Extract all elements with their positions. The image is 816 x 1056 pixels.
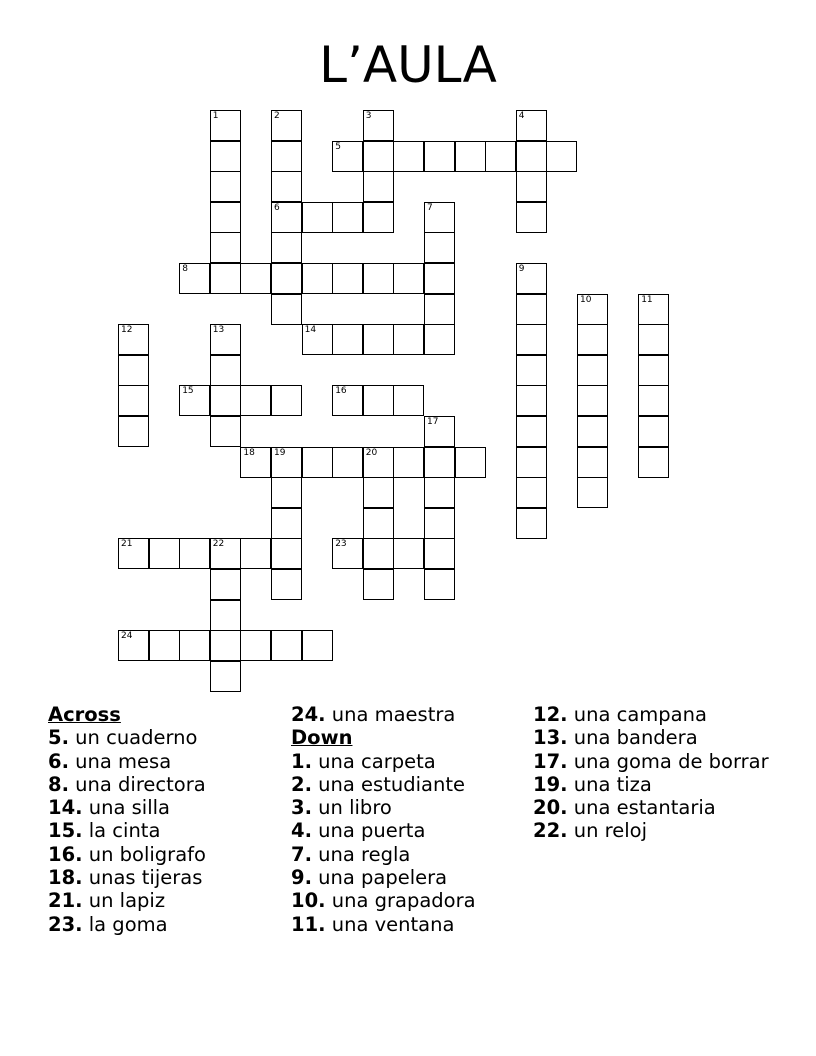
- clue-number: 19: [274, 447, 286, 458]
- clue-item-number: 23.: [48, 912, 83, 936]
- crossword-cell[interactable]: [332, 324, 363, 355]
- clue-item-text: un cuaderno: [68, 726, 198, 750]
- clue-item-number: 1.: [291, 749, 312, 773]
- crossword-cell[interactable]: [271, 110, 302, 141]
- crossword-cell[interactable]: [363, 110, 394, 141]
- crossword-cell[interactable]: [516, 416, 547, 447]
- crossword-cell[interactable]: [332, 141, 363, 172]
- crossword-cell[interactable]: [363, 508, 394, 539]
- crossword-cell[interactable]: [424, 477, 455, 508]
- crossword-cell[interactable]: [424, 141, 455, 172]
- crossword-cell[interactable]: [210, 110, 241, 141]
- clue-item-text: una grapadora: [325, 889, 476, 913]
- clue-number: 9: [518, 264, 525, 274]
- crossword-cell[interactable]: [363, 385, 394, 416]
- clue-number: 17: [427, 417, 439, 427]
- crossword-cell[interactable]: [271, 232, 302, 263]
- crossword-cell[interactable]: [424, 447, 455, 478]
- clue-item-text: un reloj: [567, 819, 648, 843]
- crossword-cell[interactable]: [179, 385, 210, 416]
- clue-item: [291, 773, 531, 796]
- clue-item-text: un boligrafo: [82, 842, 206, 866]
- crossword-cell[interactable]: [271, 508, 302, 539]
- crossword-cell[interactable]: [240, 630, 271, 661]
- crossword-cell[interactable]: [638, 355, 669, 386]
- clue-item-number: 11.: [291, 912, 326, 936]
- clue-item-text: una puerta: [311, 819, 426, 843]
- crossword-cell[interactable]: [149, 538, 180, 569]
- clue-item-number: 3.: [291, 796, 312, 820]
- crossword-cell[interactable]: [332, 202, 363, 233]
- crossword-cell[interactable]: [577, 416, 608, 447]
- clue-item: [291, 703, 531, 726]
- crossword-cell[interactable]: [179, 630, 210, 661]
- crossword-cell[interactable]: [240, 447, 271, 478]
- clue-item-text: un lapiz: [82, 889, 166, 913]
- crossword-cell[interactable]: [210, 538, 241, 569]
- crossword-cell[interactable]: [118, 630, 149, 661]
- crossword-cell[interactable]: [455, 447, 486, 478]
- crossword-cell[interactable]: [240, 385, 271, 416]
- crossword-cell[interactable]: [363, 538, 394, 569]
- clue-number: 21: [121, 539, 133, 550]
- crossword-cell[interactable]: [638, 385, 669, 416]
- clue-item: [533, 819, 778, 842]
- clue-item-text: una silla: [82, 796, 170, 820]
- clue-column-2: [291, 703, 531, 936]
- clue-number: 7: [427, 202, 433, 213]
- crossword-cell[interactable]: [210, 263, 241, 294]
- clue-number: 13: [212, 325, 225, 336]
- clue-item: [291, 843, 531, 866]
- crossword-cell[interactable]: [363, 569, 394, 600]
- clue-number: 24: [121, 631, 133, 642]
- clue-number: 2: [274, 111, 280, 121]
- clue-item: [291, 889, 531, 912]
- clue-item: [291, 819, 531, 842]
- crossword-cell[interactable]: [577, 294, 608, 325]
- crossword-cell[interactable]: [424, 569, 455, 600]
- clue-item: [533, 703, 778, 726]
- crossword-cell[interactable]: [271, 630, 302, 661]
- clue-item: [48, 750, 283, 773]
- crossword-cell[interactable]: [455, 141, 486, 172]
- crossword-cell[interactable]: [424, 263, 455, 294]
- crossword-cell[interactable]: [210, 569, 241, 600]
- crossword-cell[interactable]: [577, 385, 608, 416]
- crossword-cell[interactable]: [516, 171, 547, 202]
- crossword-cell[interactable]: [149, 630, 180, 661]
- crossword-cell[interactable]: [332, 538, 363, 569]
- crossword-cell[interactable]: [302, 202, 333, 233]
- clue-item: [48, 843, 283, 866]
- clue-number: 16: [335, 386, 347, 397]
- clue-item-text: una goma de borrar: [567, 749, 769, 773]
- clue-item-text: unas tijeras: [82, 866, 203, 890]
- crossword-cell[interactable]: [516, 324, 547, 355]
- crossword-cell[interactable]: [546, 141, 577, 172]
- clue-item: [48, 913, 283, 936]
- crossword-cell[interactable]: [363, 141, 394, 172]
- crossword-cell[interactable]: [271, 202, 302, 233]
- clue-item-text: una regla: [311, 842, 411, 866]
- clue-number: 18: [243, 447, 255, 458]
- clue-item: [291, 866, 531, 889]
- clue-item: [533, 726, 778, 749]
- crossword-cell[interactable]: [516, 477, 547, 508]
- crossword-cell[interactable]: [118, 355, 149, 386]
- clue-item-number: 17.: [533, 749, 568, 773]
- crossword-cell[interactable]: [363, 171, 394, 202]
- crossword-cell[interactable]: [393, 141, 424, 172]
- clue-item-number: 16.: [48, 842, 83, 866]
- clue-number: 11: [641, 294, 653, 305]
- crossword-cell[interactable]: [271, 538, 302, 569]
- crossword-cell[interactable]: [516, 263, 547, 294]
- clue-item-number: 8.: [48, 772, 69, 796]
- clue-item-number: 18.: [48, 866, 83, 890]
- clue-item: [533, 773, 778, 796]
- crossword-cell[interactable]: [424, 294, 455, 325]
- crossword-cell[interactable]: [424, 232, 455, 263]
- across-heading: Across: [48, 703, 121, 726]
- clue-item-number: 19.: [533, 772, 568, 796]
- clue-number: 22: [212, 539, 225, 550]
- clue-item-text: una carpeta: [311, 749, 436, 773]
- crossword-cell[interactable]: [302, 324, 333, 355]
- clue-number: 10: [580, 294, 592, 305]
- crossword-cell[interactable]: [179, 263, 210, 294]
- crossword-cell[interactable]: [516, 385, 547, 416]
- clue-number: 1: [212, 111, 219, 121]
- clue-item-number: 22.: [533, 819, 568, 843]
- crossword-cell[interactable]: [393, 385, 424, 416]
- crossword-cell[interactable]: [393, 263, 424, 294]
- crossword-cell[interactable]: [271, 385, 302, 416]
- crossword-cell[interactable]: [363, 202, 394, 233]
- clue-number: 6: [274, 202, 280, 213]
- clue-item-text: una bandera: [567, 726, 698, 750]
- clue-item-number: 5.: [48, 726, 69, 750]
- clue-item-text: una papelera: [311, 866, 448, 890]
- crossword-cell[interactable]: [118, 324, 149, 355]
- clue-item-text: una ventana: [325, 912, 455, 936]
- crossword-cell[interactable]: [210, 232, 241, 263]
- crossword-cell[interactable]: [210, 630, 241, 661]
- crossword-cell[interactable]: [577, 447, 608, 478]
- crossword-cell[interactable]: [210, 324, 241, 355]
- crossword-cell[interactable]: [210, 416, 241, 447]
- crossword-cell[interactable]: [302, 447, 333, 478]
- clue-item-number: 12.: [533, 703, 568, 726]
- crossword-cell[interactable]: [516, 110, 547, 141]
- crossword-cell[interactable]: [118, 385, 149, 416]
- crossword-cell[interactable]: [271, 447, 302, 478]
- crossword-cell[interactable]: [577, 355, 608, 386]
- clue-column-3: [533, 703, 778, 843]
- crossword-cell[interactable]: [302, 630, 333, 661]
- crossword-cell[interactable]: [424, 508, 455, 539]
- clue-item-text: una estudiante: [311, 772, 465, 796]
- crossword-cell[interactable]: [638, 416, 669, 447]
- clue-item: [533, 750, 778, 773]
- clue-item-text: una tiza: [567, 772, 652, 796]
- crossword-cell[interactable]: [485, 141, 516, 172]
- crossword-cell[interactable]: [393, 324, 424, 355]
- crossword-cell[interactable]: [363, 263, 394, 294]
- page-title: L’AULA: [319, 36, 497, 94]
- clue-number: 14: [304, 325, 317, 336]
- clue-item-text: la cinta: [82, 819, 161, 843]
- clue-number: 12: [121, 325, 133, 336]
- clue-item-text: una campana: [567, 703, 707, 726]
- crossword-cell[interactable]: [210, 202, 241, 233]
- clue-item-number: 14.: [48, 796, 83, 820]
- clue-number: 5: [335, 141, 341, 152]
- crossword-cell[interactable]: [516, 355, 547, 386]
- clue-item-number: 6.: [48, 749, 69, 773]
- clue-number: 15: [182, 386, 194, 397]
- crossword-cell[interactable]: [516, 202, 547, 233]
- crossword-cell[interactable]: [210, 385, 241, 416]
- clue-item: [48, 819, 283, 842]
- crossword-cell[interactable]: [363, 477, 394, 508]
- crossword-cell[interactable]: [516, 447, 547, 478]
- crossword-cell[interactable]: [332, 385, 363, 416]
- clue-item-number: 4.: [291, 819, 312, 843]
- clue-item-text: la goma: [82, 912, 168, 936]
- crossword-cell[interactable]: [577, 324, 608, 355]
- crossword-cell[interactable]: [210, 171, 241, 202]
- crossword-cell[interactable]: [179, 538, 210, 569]
- crossword-cell[interactable]: [271, 477, 302, 508]
- crossword-cell[interactable]: [271, 171, 302, 202]
- clue-item-number: 10.: [291, 889, 326, 913]
- clue-item: [48, 866, 283, 889]
- crossword-cell[interactable]: [210, 600, 241, 631]
- crossword-cell[interactable]: [516, 294, 547, 325]
- clue-number: 23: [335, 539, 347, 550]
- crossword-cell[interactable]: [516, 141, 547, 172]
- crossword-cell[interactable]: [240, 263, 271, 294]
- down-heading: Down: [291, 726, 353, 750]
- crossword-cell[interactable]: [210, 355, 241, 386]
- crossword-cell[interactable]: [638, 447, 669, 478]
- clue-item: [291, 750, 531, 773]
- clue-item: [291, 796, 531, 819]
- clue-item-number: 9.: [291, 866, 312, 890]
- clue-number: 4: [518, 111, 525, 121]
- crossword-cell[interactable]: [271, 263, 302, 294]
- crossword-cell[interactable]: [118, 416, 149, 447]
- clue-item: [48, 796, 283, 819]
- clue-number: 8: [182, 264, 188, 274]
- crossword-cell[interactable]: [424, 416, 455, 447]
- clue-number: 3: [365, 111, 372, 121]
- clue-item-text: una maestra: [325, 703, 456, 726]
- crossword-cell[interactable]: [210, 661, 241, 692]
- clue-item: [48, 726, 283, 749]
- clue-item-number: 24.: [291, 703, 326, 726]
- crossword-cell[interactable]: [424, 324, 455, 355]
- crossword-cell[interactable]: [638, 294, 669, 325]
- clue-item-text: una mesa: [68, 749, 172, 773]
- clue-number: 20: [365, 447, 378, 458]
- clue-item-number: 13.: [533, 726, 568, 750]
- crossword-cell[interactable]: [363, 324, 394, 355]
- clue-item: [48, 773, 283, 796]
- clue-item: [291, 913, 531, 936]
- crossword-cell[interactable]: [271, 294, 302, 325]
- crossword-cell[interactable]: [118, 538, 149, 569]
- clue-item-number: 21.: [48, 889, 83, 913]
- clue-item-number: 20.: [533, 796, 568, 820]
- crossword-cell[interactable]: [424, 538, 455, 569]
- clue-item-number: 7.: [291, 842, 312, 866]
- crossword-cell[interactable]: [638, 324, 669, 355]
- crossword-cell[interactable]: [424, 202, 455, 233]
- clue-item-text: una estantaria: [567, 796, 716, 820]
- crossword-cell[interactable]: [332, 263, 363, 294]
- crossword-cell[interactable]: [577, 477, 608, 508]
- crossword-cell[interactable]: [271, 141, 302, 172]
- clue-item-number: 15.: [48, 819, 83, 843]
- clue-item-text: una directora: [68, 772, 206, 796]
- clue-item-text: un libro: [311, 796, 392, 820]
- crossword-cell[interactable]: [393, 538, 424, 569]
- clue-item: [533, 796, 778, 819]
- crossword-cell[interactable]: [302, 263, 333, 294]
- clue-item: [48, 889, 283, 912]
- crossword-cell[interactable]: [240, 538, 271, 569]
- crossword-cell[interactable]: [271, 569, 302, 600]
- crossword-cell[interactable]: [516, 508, 547, 539]
- crossword-cell[interactable]: [210, 141, 241, 172]
- crossword-cell[interactable]: [332, 447, 363, 478]
- clue-item-number: 2.: [291, 772, 312, 796]
- clue-column-1: [48, 703, 283, 936]
- crossword-cell[interactable]: [363, 447, 394, 478]
- crossword-cell[interactable]: [393, 447, 424, 478]
